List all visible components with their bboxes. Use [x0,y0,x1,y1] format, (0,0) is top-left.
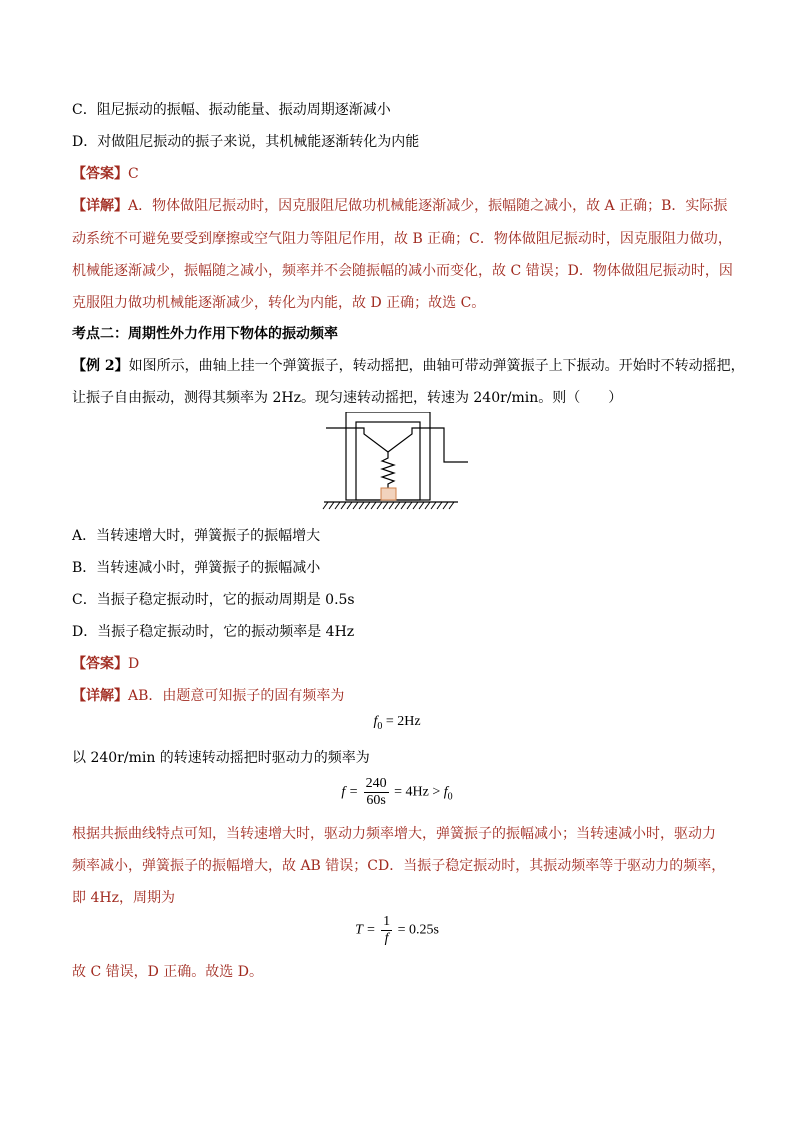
q1-detail-line-4: 克服阻力做功机械能逐渐减少，转化为内能，故 D 正确；故选 C。 [72,295,486,311]
formula-drive-frequency [320,776,474,809]
detail-label: 【详解】 [72,688,128,704]
q2-conclusion: 故 C 错误，D 正确。故选 D。 [72,964,263,980]
q2-option-b: B．当转速减小时，弹簧振子的振幅减小 [72,560,321,576]
hatch-mark [395,502,400,509]
spring [382,452,394,488]
hatch-mark [443,502,448,509]
section-title: 考点二：周期性外力作用下物体的振动频率 [72,326,338,342]
hatch-mark [335,502,340,509]
hatch-mark [383,502,388,509]
q2-explain-line-2: 频率减小，弹簧振子的振幅增大，故 AB 错误；CD．当振子稳定振动时，其振动频率等于驱动力的频率， [72,858,726,874]
formula-rhs: = 4Hz > [390,784,444,800]
hatch-mark [401,502,406,509]
q2-stem-line-1 [72,356,745,376]
hatch-mark [425,502,430,509]
answer-value: C [128,166,139,182]
fraction-denominator: 60s [366,793,386,808]
q2-stem-line-2: 让振子自由振动，测得其频率为 2Hz。现匀速转动摇把，转速为 240r/min。则（ ） [72,390,623,406]
q2-explain-line-1: 根据共振曲线特点可知，当转速增大时，驱动力频率增大，弹簧振子的振幅减小；当转速减小时，驱动力 [72,826,716,842]
formula-rhs: = 0.25s [394,922,439,938]
formula-lhs: f = [341,784,362,800]
hatch-mark [353,502,358,509]
formula-lhs: T = [355,922,380,938]
crankshaft [326,428,468,462]
formula-period [340,914,454,947]
q1-option-d: D．对做阻尼振动的振子来说，其机械能逐渐转化为内能 [72,134,420,150]
formula-symbol: f [443,784,448,800]
q2-detail-line-1 [72,686,732,706]
q1-detail-line-2: 动系统不可避免要受到摩擦或空气阻力等阻尼作用，故 B 正确；C．物体做阻尼振动时，因克服阻力做功， [72,231,732,247]
formula-symbol: f [373,714,378,729]
detail-label: 【详解】 [72,198,128,214]
q2-option-c: C．当振子稳定振动时，它的振动周期是 0.5s [72,592,355,608]
q2-stem-text: 如图所示，曲轴上挂一个弹簧振子，转动摇把，曲轴可带动弹簧振子上下振动。开始时不转动摇把， [128,358,745,374]
fraction-numerator: 1 [383,914,391,929]
hatch-mark [389,502,394,509]
hatch-mark [407,502,412,509]
hatch-mark [377,502,382,509]
answer-label: 【答案】 [72,166,128,182]
formula-natural-frequency [340,714,454,732]
fraction [364,776,389,809]
detail-text: AB．由题意可知振子的固有频率为 [128,688,345,704]
fraction-numerator: 240 [365,776,387,791]
q2-answer [72,654,732,674]
fraction [381,914,392,947]
answer-label: 【答案】 [72,656,128,672]
hatch-mark [371,502,376,509]
hatch-mark [419,502,424,509]
example-label: 【例 2】 [72,358,129,374]
fraction-denominator: f [384,931,389,946]
hatch-mark [347,502,352,509]
hatch-mark [341,502,346,509]
q1-detail-line-3: 机械能逐渐减少，振幅随之减小，频率并不会随振幅的减小而变化，故 C 错误；D．物体做阻尼振动时，因 [72,263,733,279]
formula-subscript: 0 [447,791,453,803]
ground-hatch [323,502,454,509]
q1-answer [72,164,732,184]
hatch-mark [431,502,436,509]
q2-option-d: D．当振子稳定振动时，它的振动频率是 4Hz [72,624,355,640]
answer-value: D [128,656,140,672]
q2-drive-frequency-line: 以 240r/min 的转速转动摇把时驱动力的频率为 [72,750,370,766]
q1-option-c: C．阻尼振动的振幅、振动能量、振动周期逐渐减小 [72,102,391,118]
hatch-mark [365,502,370,509]
q1-detail-line-1 [72,196,732,216]
formula-subscript: 0 [377,720,383,732]
hatch-mark [449,502,454,509]
hatch-mark [413,502,418,509]
oscillator-block [381,488,396,500]
detail-text: A．物体做阻尼振动时，因克服阻尼做功机械能逐渐减少，振幅随之减小，故 A 正确；B．实际振 [128,198,728,214]
hatch-mark [329,502,334,509]
q2-option-a: A．当转速增大时，弹簧振子的振幅增大 [72,528,321,544]
hatch-mark [323,502,328,509]
hatch-mark [359,502,364,509]
formula-value: = 2Hz [382,714,421,729]
crankshaft-spring-figure [318,412,478,520]
hatch-mark [437,502,442,509]
q2-explain-line-3: 即 4Hz，周期为 [72,890,175,906]
